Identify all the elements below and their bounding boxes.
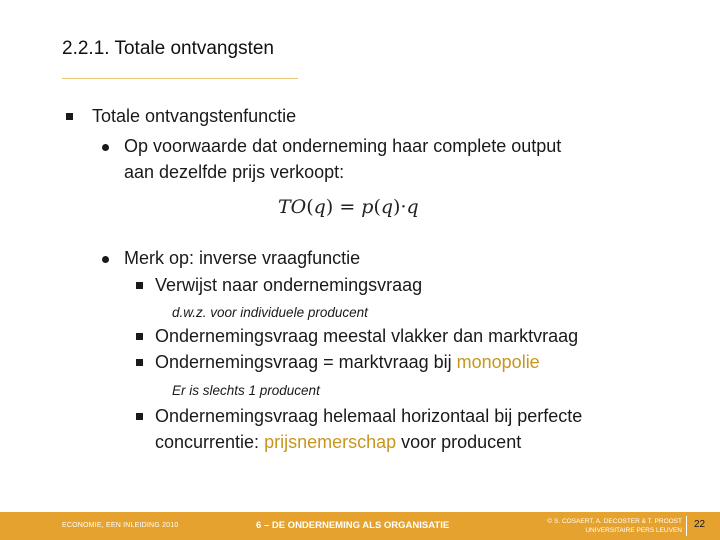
sub1-line1: Op voorwaarde dat onderneming haar complete output bbox=[124, 136, 562, 156]
sub2-a-note: d.w.z. voor individuele producent bbox=[172, 305, 368, 320]
formula-equals: = bbox=[339, 196, 356, 218]
footer-right-line1: © S. COSAERT, A. DECOSTER & T. PROOST bbox=[547, 518, 682, 525]
sub1-line2: aan dezelfde prijs verkoopt: bbox=[124, 162, 345, 182]
sub2-d-line1: Ondernemingsvraag helemaal horizontaal bij perfecte bbox=[155, 406, 583, 426]
sub2-a: Verwijst naar ondernemingsvraag bbox=[155, 275, 423, 295]
sub2-merk-op: Merk op: inverse vraagfunctie bbox=[124, 248, 361, 268]
sub2-d-line2 bbox=[155, 432, 521, 453]
round-bullet-icon bbox=[102, 144, 109, 151]
formula-q: q bbox=[406, 196, 419, 218]
footer-left: ECONOMIE, EEN INLEIDING 2010 bbox=[62, 522, 179, 529]
footer-center: 6 – DE ONDERNEMING ALS ORGANISATIE bbox=[256, 520, 450, 531]
slide-title: 2.2.1. Totale ontvangsten bbox=[62, 38, 274, 59]
page-number: 22 bbox=[694, 519, 706, 530]
square-bullet-icon bbox=[136, 413, 143, 420]
square-bullet-icon bbox=[136, 282, 143, 289]
footer-right-line2: UNIVERSITAIRE PERS LEUVEN bbox=[585, 527, 682, 534]
formula-var-2: q bbox=[380, 196, 394, 218]
sub2-c-note: Er is slechts 1 producent bbox=[172, 383, 320, 398]
footer-separator bbox=[686, 516, 687, 536]
title-underline bbox=[62, 78, 298, 79]
sub2-c-text: Ondernemingsvraag = marktvraag bij bbox=[155, 352, 457, 372]
footer-right bbox=[532, 517, 682, 535]
sub2-c bbox=[155, 352, 540, 373]
square-bullet-icon bbox=[136, 333, 143, 340]
formula-dot: · bbox=[400, 196, 407, 218]
round-bullet-icon bbox=[102, 256, 109, 263]
square-bullet-icon bbox=[136, 359, 143, 366]
square-bullet-icon bbox=[66, 113, 73, 120]
formula-var: q bbox=[313, 196, 326, 218]
sub2-b: Ondernemingsvraag meestal vlakker dan marktvraag bbox=[155, 326, 579, 346]
revenue-formula bbox=[278, 196, 419, 218]
formula-lparen-2: ( bbox=[373, 196, 381, 218]
formula-p: p bbox=[361, 196, 374, 218]
formula-lparen: ( bbox=[306, 196, 314, 218]
sub2-c-accent: monopolie bbox=[456, 352, 540, 372]
bullet-totale-ontvangstenfunctie: Totale ontvangstenfunctie bbox=[92, 106, 297, 126]
formula-rparen-2: ) bbox=[393, 196, 401, 218]
footer-bar bbox=[0, 512, 720, 540]
formula-lhs: TO bbox=[278, 196, 307, 218]
sub2-d-pre: concurrentie: bbox=[155, 432, 265, 452]
formula-rparen: ) bbox=[325, 196, 334, 218]
sub2-d-post: voor producent bbox=[396, 432, 522, 452]
sub2-d-accent: prijsnemerschap bbox=[264, 432, 397, 452]
